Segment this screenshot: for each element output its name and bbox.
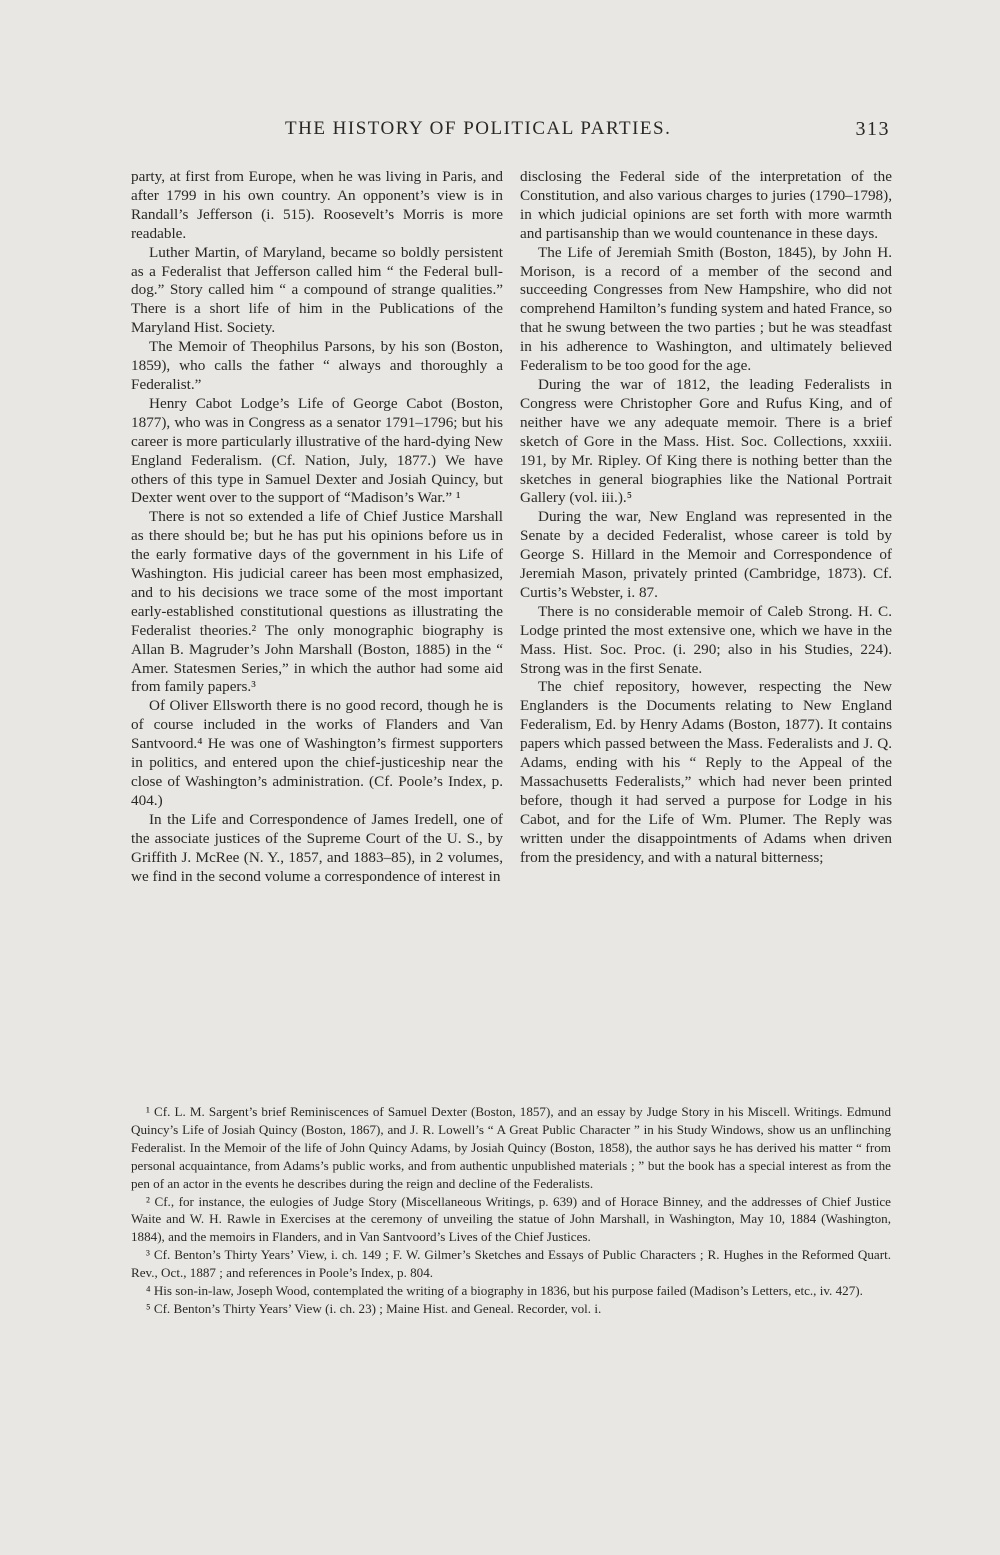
footnote: ³ Cf. Benton’s Thirty Years’ View, i. ch. 149 ; F. W. Gilmer’s Sketches and Essays of Public Characters ; R. Hughes in the Reformed Quart. Rev., Oct., 1887 ; and references in Poole’s Index, p. 804. xyxy=(131,1247,891,1281)
footnote: ⁴ His son-in-law, Joseph Wood, contemplated the writing of a biography in 1836, but his purpose failed (Madison’s Letters, etc., iv. 427). xyxy=(146,1283,863,1299)
right-column xyxy=(520,168,892,868)
paragraph: The Memoir of Theophilus Parsons, by his son (Boston, 1859), who calls the father “ always and thoroughly a Federalist.” xyxy=(131,338,503,393)
paragraph: During the war of 1812, the leading Federalists in Congress were Christopher Gore and Rufus King, and of neither have we any adequate memoir. There is a brief sketch of Gore in the Mass. Hist. Soc. Collections, xxxiii. 191, by Mr. Ripley. Of King there is nothing better than the sketches in general biographies like the National Portrait Gallery (vol. iii.).⁵ xyxy=(520,375,892,507)
footnotes xyxy=(131,1103,891,1318)
paragraph: The chief repository, however, respecting the New Englanders is the Documents relating to New England Federalism, Ed. by Henry Adams (Boston, 1877). It contains papers which passed between the Mass. Federalists and J. Q. Adams, ending with his “ Reply to the Appeal of the Massachusetts Federalists,” which had never been printed before, though it had served a purpose for Lodge in his Cabot, and for the Life of Wm. Plumer. The Reply was written under the disappointments of Adams when driven from the presidency, and with a natural bitterness; xyxy=(520,678,892,866)
page-number: 313 xyxy=(855,118,890,140)
footnote: ⁵ Cf. Benton’s Thirty Years’ View (i. ch. 23) ; Maine Hist. and Geneal. Recorder, vol. i. xyxy=(146,1300,602,1316)
paragraph: There is no considerable memoir of Caleb Strong. H. C. Lodge printed the most extensive one, which we have in the Mass. Hist. Soc. Proc. (i. 290; also in his Studies, 224). Strong was in the first Senate. xyxy=(520,602,892,677)
footnote: ² Cf., for instance, the eulogies of Judge Story (Miscellaneous Writings, p. 639) and of Horace Binney, and the addresses of Chief Justice Waite and W. H. Rawle in Exercises at the ceremony of unveiling the statue of John Marshall, in Washington, May 10, 1884 (Washington, 1884), and the memoirs in Flanders, and in Van Santvoord’s Lives of the Chief Justices. xyxy=(131,1193,891,1245)
footnote: ¹ Cf. L. M. Sargent’s brief Reminiscences of Samuel Dexter (Boston, 1857), and an essay by Judge Story in his Miscell. Writings. Edmund Quincy’s Life of Josiah Quincy (Boston, 1867), and J. R. Lowell’s “ A Great Public Character ” in his Study Windows, show us an unflinching Federalist. In the Memoir of the life of John Quincy Adams, by Josiah Quincy (Boston, 1858), the author says he has derived his matter “ from personal acquaintance, from Adams’s public works, and from authentic unpublished materials ; ” but the book has a special interest as from the pen of an actor in the events he describes during the reign and decline of the Federalists. xyxy=(131,1104,891,1191)
paragraph: In the Life and Correspondence of James Iredell, one of the associate justices of the Supreme Court of the U. S., by Griffith J. McRee (N. Y., 1857, and 1883–85), in 2 volumes, we find in the second volume a correspondence of interest in xyxy=(131,810,503,885)
left-column xyxy=(131,168,503,886)
paragraph: disclosing the Federal side of the interpretation of the Constitution, and also various charges to juries (1790–1798), in which judicial opinions are set forth with more warmth and partisanship than we would countenance in these days. xyxy=(520,168,892,242)
paragraph: party, at first from Europe, when he was living in Paris, and after 1799 in his own country. An opponent’s view is in Randall’s Jefferson (i. 515). Roosevelt’s Morris is more readable. xyxy=(131,168,503,242)
paragraph: Henry Cabot Lodge’s Life of George Cabot (Boston, 1877), who was in Congress as a senator 1791–1796; but his career is more particularly illustrative of the hard-dying New England Federalism. (Cf. Nation, July, 1877.) We have others of this type in Samuel Dexter and Josiah Quincy, but Dexter went over to the support of “Madison’s War.” ¹ xyxy=(131,394,503,507)
paragraph: The Life of Jeremiah Smith (Boston, 1845), by John H. Morison, is a record of a member of the second and succeeding Congresses from New Hampshire, who did not comprehend Hamilton’s funding system and hated France, so that he swung between the two parties ; but he was steadfast in his adherence to Washington, and ultimately believed Federalism to be too good for the age. xyxy=(520,243,893,375)
paragraph: Of Oliver Ellsworth there is no good record, though he is of course included in the works of Flanders and Van Santvoord.⁴ He was one of Washington’s firmest supporters in politics, and entered upon the chief-justiceship near the close of Washington’s administration. (Cf. Poole’s Index, p. 404.) xyxy=(131,697,503,809)
paragraph: There is not so extended a life of Chief Justice Marshall as there should be; but he has put his opinions before us in the early formative days of the government in his Life of Washington. His judicial career has been most emphasized, and to his decisions we trace some of the most important early-established constitutional questions as illustrating the Federalist theories.² The only monographic biography is Allan B. Magruder’s John Marshall (Boston, 1885) in the “ Amer. Statesmen Series,” in which the author had some aid from family papers.³ xyxy=(131,508,503,696)
running-title: THE HISTORY OF POLITICAL PARTIES. xyxy=(285,118,672,139)
paragraph: Luther Martin, of Maryland, became so boldly persistent as a Federalist that Jefferson called him “ the Federal bull-dog.” Story called him “ a compound of strange qualities.” There is a short life of him in the Publications of the Maryland Hist. Society. xyxy=(131,243,503,337)
paragraph: During the war, New England was represented in the Senate by a decided Federalist, whose career is told by George S. Hillard in the Memoir and Correspondence of Jeremiah Mason, privately printed (Cambridge, 1873). Cf. Curtis’s Webster, i. 87. xyxy=(520,508,892,601)
